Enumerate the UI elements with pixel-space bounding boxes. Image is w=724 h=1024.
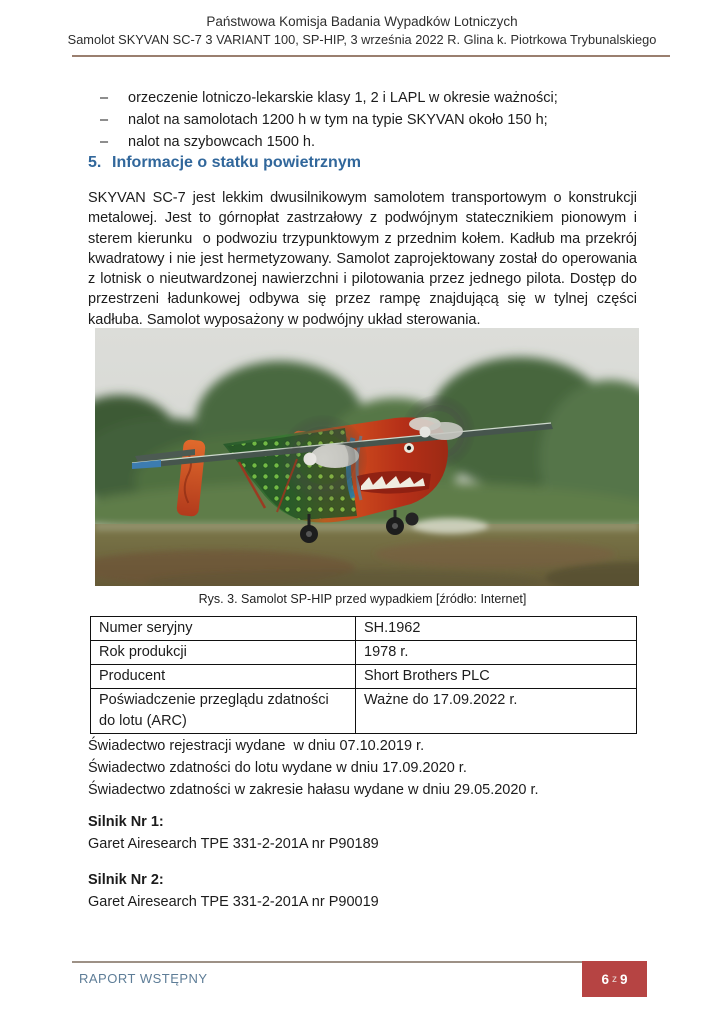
bullet-item: [100, 131, 640, 153]
row-value: Short Brothers PLC: [356, 665, 637, 689]
report-type-label: RAPORT WSTĘPNY: [79, 971, 208, 986]
certificate-line: Świadectwo rejestracji wydane w dniu 07.10.2019 r.: [88, 738, 425, 754]
aircraft-spec-table: [90, 616, 637, 734]
bullet-text: orzeczenie lotniczo-lekarskie klasy 1, 2 i LAPL w okresie ważności;: [128, 90, 558, 106]
page-total: 9: [620, 971, 628, 987]
aircraft-photo: [95, 328, 639, 586]
section-heading: [88, 154, 361, 172]
row-value: SH.1962: [356, 617, 637, 641]
table-row: [91, 641, 637, 665]
bullet-dash: –: [100, 134, 109, 150]
bullet-dash: –: [100, 90, 109, 106]
row-value: Ważne do 17.09.2022 r.: [356, 689, 637, 734]
bullet-item: [100, 87, 640, 109]
certificate-line: Świadectwo zdatności w zakresie hałasu wydane w dniu 29.05.2020 r.: [88, 782, 539, 798]
row-label: Producent: [91, 665, 356, 689]
header-title: Państwowa Komisja Badania Wypadków Lotniczych: [206, 14, 518, 29]
header-subtitle: Samolot SKYVAN SC-7 3 VARIANT 100, SP-HIP, 3 września 2022 R. Glina k. Piotrkowa Trybunalskiego: [67, 32, 657, 47]
row-label: Numer seryjny: [91, 617, 356, 641]
aircraft-description-paragraph: SKYVAN SC-7 jest lekkim dwusilnikowym samolotem transportowym o konstrukcji metalowej. Jest to górnopłat zastrzałowy z podwójnym statecznikiem pionowym i sterem kierunku o podwoziu trzypunktowym z przednim kołem. Kadłub ma przekrój kwadratowy i nie jest hermetyzowany. Samolot zaprojektowany został do operowania z lotnisk o nieutwardzonej nawierzchni i pilotowania przez jednego pilota. Dostęp do przestrzeni ładunkowej odbywa się przez rampę znajdującą się w tylnej części kadłuba. Samolot wyposażony w podwójny układ sterowania.: [88, 190, 642, 328]
engine-2-title: Silnik Nr 2:: [88, 872, 164, 888]
figure-caption: Rys. 3. Samolot SP-HIP przed wypadkiem [źródło: Internet]: [198, 592, 527, 606]
header-rule: [72, 55, 670, 57]
row-label: Rok produkcji: [91, 641, 356, 665]
certificate-lines: [88, 735, 637, 801]
table-row: [91, 617, 637, 641]
footer-rule: [72, 961, 582, 963]
bullet-text: nalot na szybowcach 1500 h.: [128, 134, 316, 150]
bullet-text: nalot na samolotach 1200 h w tym na typie SKYVAN około 150 h;: [128, 112, 548, 128]
row-label: Poświadczenie przeglądu zdatności do lotu (ARC): [91, 689, 356, 734]
page-current: 6: [601, 971, 609, 987]
engine-2-description: Garet Airesearch TPE 331-2-201A nr P90019: [88, 894, 379, 910]
row-value: 1978 r.: [356, 641, 637, 665]
bullet-item: [100, 109, 640, 131]
section-number: 5.: [88, 154, 102, 171]
page-separator: z: [612, 973, 617, 985]
engine-1-description: Garet Airesearch TPE 331-2-201A nr P90189: [88, 836, 379, 852]
section-title: Informacje o statku powietrznym: [112, 154, 361, 171]
bullet-dash: –: [100, 112, 109, 128]
table-row: [91, 665, 637, 689]
certificate-line: Świadectwo zdatności do lotu wydane w dniu 17.09.2020 r.: [88, 760, 467, 776]
page-number-badge: [582, 961, 647, 997]
bullet-list: [100, 87, 640, 153]
table-row: [91, 689, 637, 734]
engine-1-title: Silnik Nr 1:: [88, 814, 164, 830]
